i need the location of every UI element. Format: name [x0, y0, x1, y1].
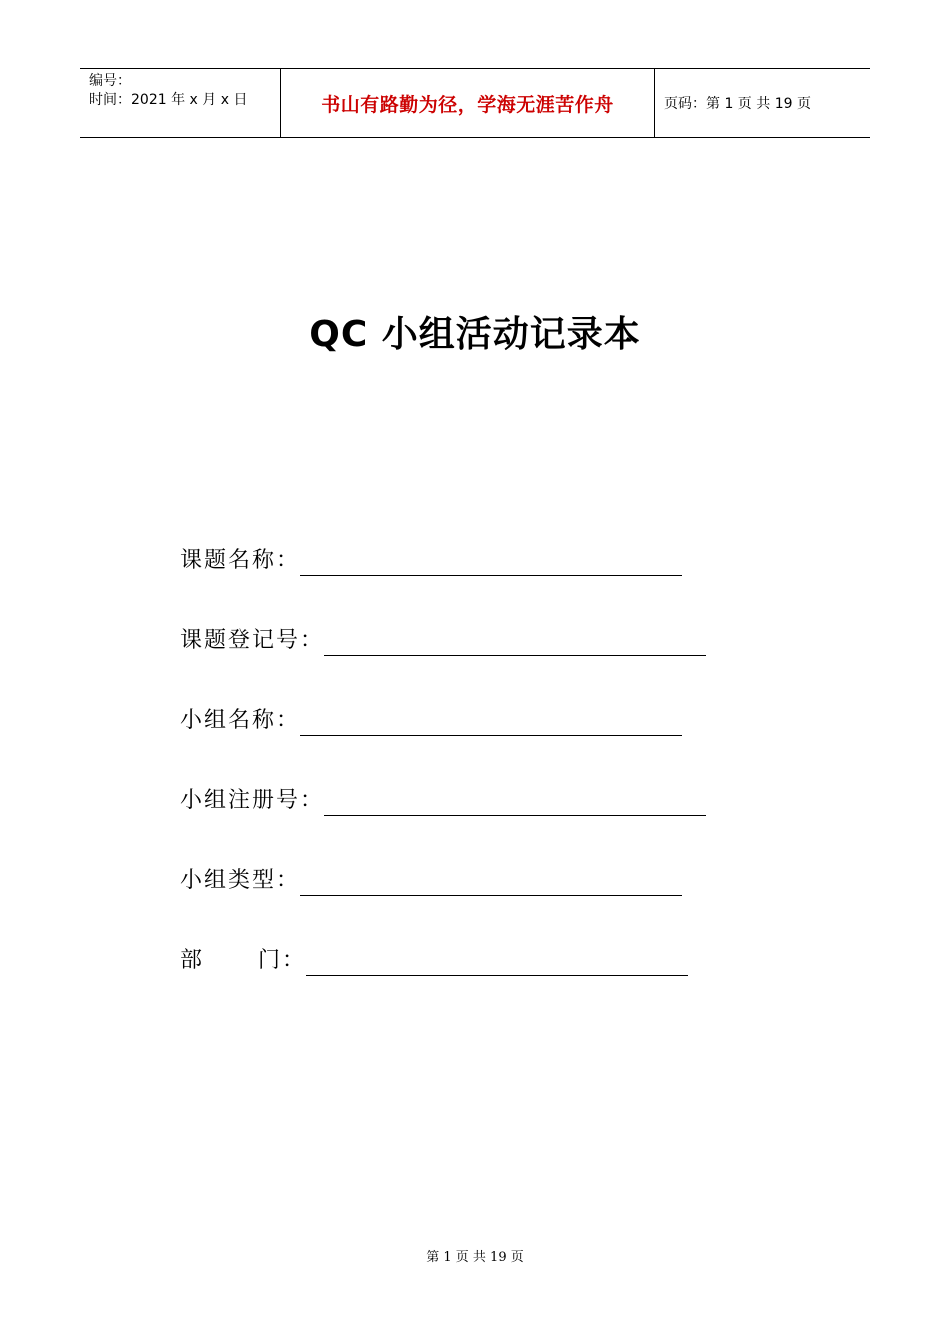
field-department — [180, 942, 688, 976]
page-header — [80, 68, 870, 138]
document-title: QC 小组活动记录本 — [309, 314, 641, 355]
header-meta — [80, 69, 281, 137]
field-blank-line[interactable] — [300, 866, 682, 896]
field-label: 小组注册号： — [180, 788, 325, 813]
field-group-type — [180, 862, 682, 896]
field-group-name — [180, 702, 682, 736]
field-blank-line[interactable] — [324, 786, 706, 816]
field-blank-line[interactable] — [306, 946, 688, 976]
field-label: 课题名称： — [180, 548, 301, 573]
field-label: 小组类型： — [180, 868, 301, 893]
field-blank-line[interactable] — [324, 626, 706, 656]
header-slogan: 书山有路勤为径，学海无涯苦作舟 — [281, 69, 655, 137]
field-label: 小组名称： — [180, 708, 301, 733]
field-topic-registration-number — [180, 622, 706, 656]
field-blank-line[interactable] — [300, 706, 682, 736]
field-topic-name — [180, 542, 682, 576]
number-label: 编号： — [89, 73, 131, 89]
field-group-registration-number — [180, 782, 706, 816]
field-label: 课题登记号： — [180, 628, 325, 653]
header-page-info: 页码：第 1 页 共 19 页 — [664, 96, 811, 112]
page-footer: 第 1 页 共 19 页 — [426, 1250, 524, 1265]
field-label: 部 门： — [180, 948, 306, 973]
time-label: 时间：2021 年 x 月 x 日 — [89, 92, 248, 108]
field-blank-line[interactable] — [300, 546, 682, 576]
